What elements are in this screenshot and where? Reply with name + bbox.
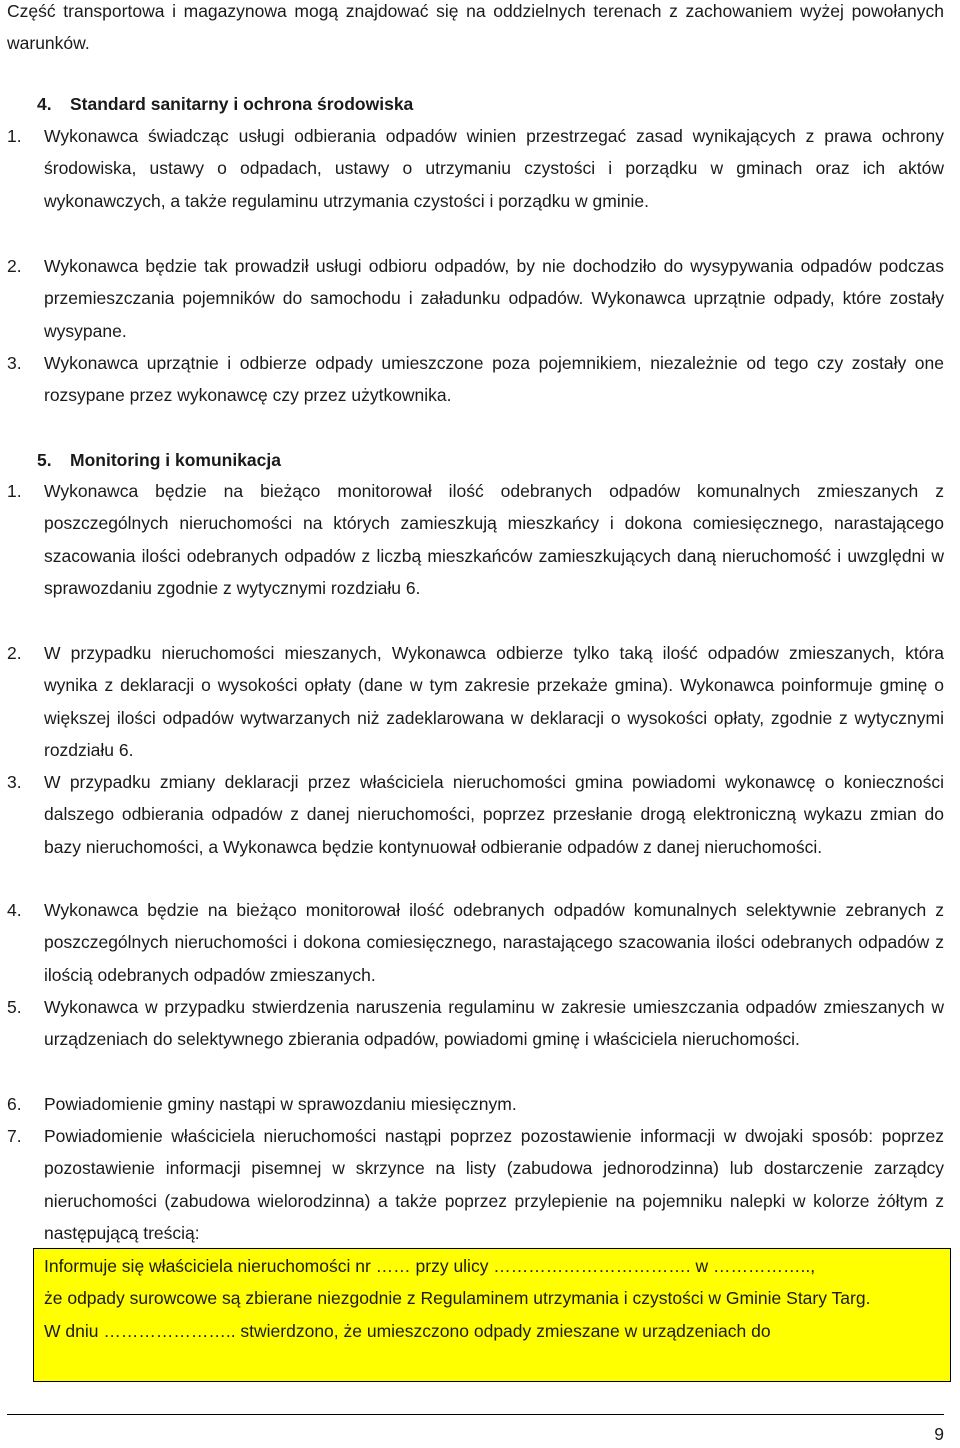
item-text: Wykonawca będzie tak prowadził usługi odbioru odpadów, by nie dochodziło do wysypywania odpadów podczas przemieszczania pojemników do samochodu i załadunku odpadów. Wykonawca uprzątnie odpady, które zostały wysypane. [44,256,944,341]
item-number: 7. [7,1126,22,1146]
item-text: Powiadomienie gminy nastąpi w sprawozdaniu miesięcznym. [44,1094,517,1114]
section-4-item-3 [7,347,944,412]
item-number: 5. [7,997,22,1017]
section-4-item-2 [7,250,944,347]
section-5-item-2 [7,637,944,767]
item-text: Wykonawca będzie na bieżąco monitorował ilość odebranych odpadów komunalnych selektywnie zebranych z poszczególnych nieruchomości i dokona comiesięcznego, narastającego szacowania ilości odebranych odpadów z ilością odebranych odpadów zmieszanych. [44,900,944,985]
section-4-heading [37,88,413,120]
section-5-number: 5. [37,450,52,470]
notice-line-2: że odpady surowcowe są zbierane niezgodnie z Regulaminem utrzymania i czystości w Gminie Stary Targ. [44,1288,871,1309]
item-number: 4. [7,900,22,920]
section-4-title: Standard sanitarny i ochrona środowiska [70,94,414,114]
item-text: W przypadku zmiany deklaracji przez właściciela nieruchomości gmina powiadomi wykonawcę o konieczności dalszego odbierania odpadów z danej nieruchomości, poprzez przesłanie drogą elektroniczną wykazu zmian do bazy nieruchomości, a Wykonawca będzie kontynuował odbieranie odpadów z danej nieruchomości. [44,772,944,857]
intro-paragraph: Część transportowa i magazynowa mogą znajdować się na oddzielnych terenach z zachowaniem wyżej powołanych warunków. [7,1,944,54]
section-5-item-7 [7,1120,944,1250]
yellow-notice-box [33,1248,951,1382]
item-number: 2. [7,643,22,663]
footer-divider [7,1414,944,1415]
item-number: 1. [7,126,22,146]
item-number: 3. [7,772,22,792]
item-text: Wykonawca będzie na bieżąco monitorował ilość odebranych odpadów komunalnych zmieszanych z poszczególnych nieruchomości na których zamieszkują mieszkańcy i dokona comiesięcznego, narastającego szacowania ilości odebranych odpadów z liczbą mieszkańców zamieszkujących daną nieruchomość i uwzględni w sprawozdaniu zgodnie z wytycznymi rozdziału 6. [44,481,944,599]
item-number: 1. [7,481,22,501]
item-number: 2. [7,256,22,276]
item-text: W przypadku nieruchomości mieszanych, Wykonawca odbierze tylko taką ilość odpadów zmieszanych, która wynika z deklaracji o wysokości opłaty (dane w tym zakresie przekaże gmina). Wykonawca poinformuje gminę o większej ilości odpadów wytwarzanych niż zadeklarowana w deklaracji o wysokości opłaty, zgodnie z wytycznymi rozdziału 6. [44,643,944,761]
item-number: 6. [7,1094,22,1114]
section-5-item-1 [7,475,944,605]
section-5-item-4 [7,894,944,991]
section-5-item-6 [7,1088,944,1120]
item-text: Wykonawca w przypadku stwierdzenia naruszenia regulaminu w zakresie umieszczania odpadów zmieszanych w urządzeniach do selektywnego zbierania odpadów, powiadomi gminę i właściciela nieruchomości. [44,997,944,1050]
notice-line-3: W dniu ………………….. stwierdzono, że umieszczono odpady zmieszane w urządzeniach do [44,1320,771,1341]
section-5-item-3 [7,766,944,863]
section-5-heading [37,444,281,476]
item-text: Powiadomienie właściciela nieruchomości nastąpi poprzez pozostawienie informacji w dwojaki sposób: poprzez pozostawienie informacji pisemnej w skrzynce na listy (zabudowa jednorodzinna) lub dostarczenie zarządcy nieruchomości (zabudowa wielorodzinna) a także poprzez przylepienie na pojemniku nalepki w kolorze żółtym z następującą treścią: [44,1126,944,1244]
page-number: 9 [934,1424,944,1444]
item-text: Wykonawca uprzątnie i odbierze odpady umieszczone poza pojemnikiem, niezależnie od tego czy zostały one rozsypane przez wykonawcę czy przez użytkownika. [44,353,944,406]
section-5-item-5 [7,991,944,1056]
section-4-item-1 [7,120,944,217]
section-5-title: Monitoring i komunikacja [70,450,281,470]
notice-line-1: Informuje się właściciela nieruchomości nr …… przy ulicy ……………………………. w …………….., [44,1256,816,1276]
item-number: 3. [7,353,22,373]
section-4-number: 4. [37,94,52,114]
item-text: Wykonawca świadcząc usługi odbierania odpadów winien przestrzegać zasad wynikających z prawa ochrony środowiska, ustawy o odpadach, ustawy o utrzymaniu czystości i porządku w gminach oraz ich aktów wykonawczych, a także regulaminu utrzymania czystości i porządku w gminie. [44,126,944,211]
